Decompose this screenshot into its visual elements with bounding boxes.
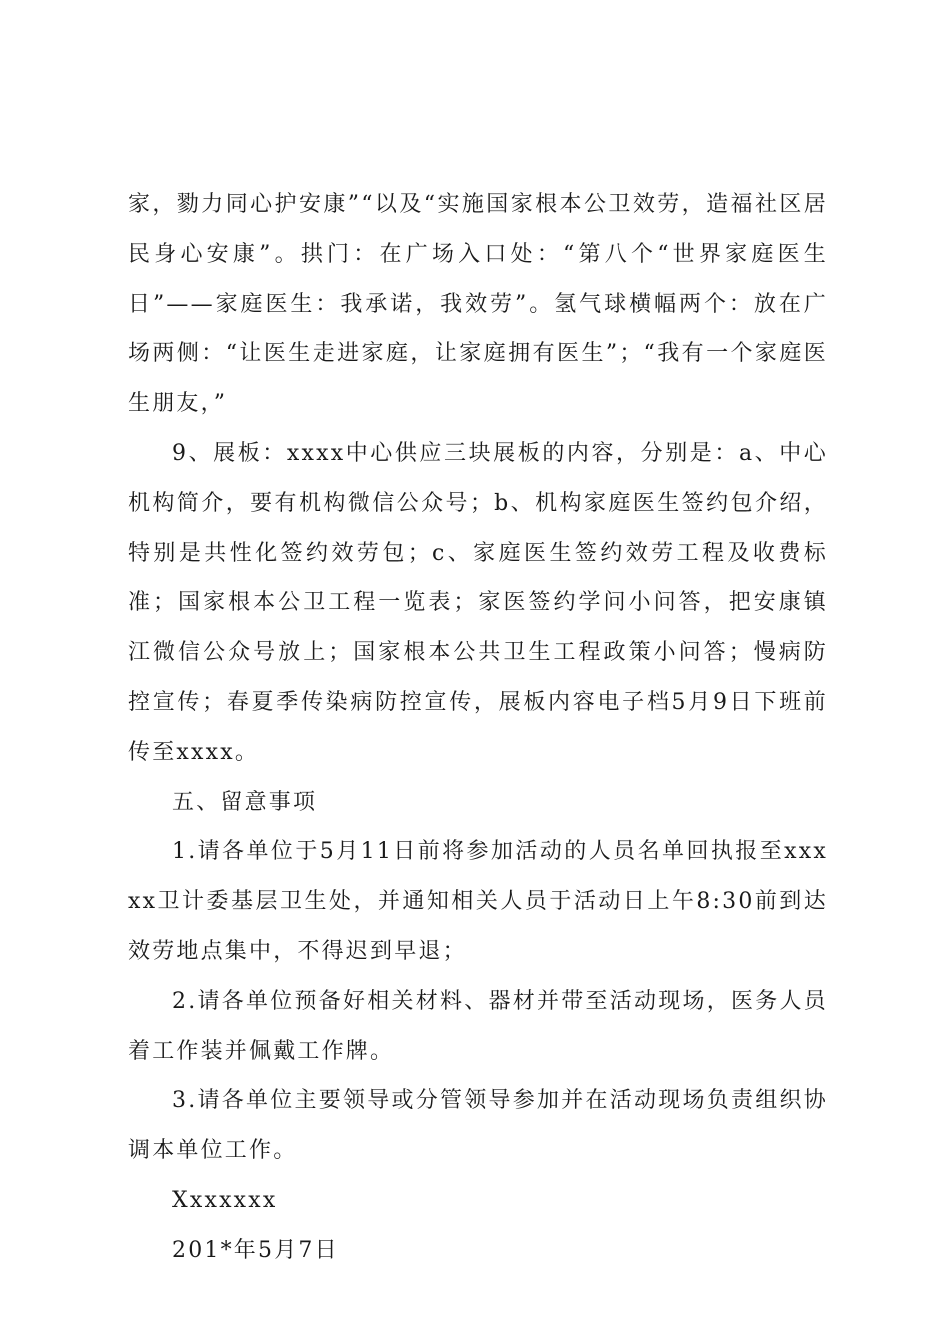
paragraph-slogans-continued: 家，勠力同心护安康”“以及“实施国家根本公卫效劳，造福社区居民身心安康”。拱门：在广场入口处：“第八个“世界家庭医生日”——家庭医生：我承诺，我效劳”。氢气球横幅两个：放在广场两侧：“让医生走进家庭，让家庭拥有医生”；“我有一个家庭医生朋友，” xyxy=(128,192,828,417)
signature-date: 201*年5月7日 xyxy=(172,1237,339,1263)
paragraph-note-2: 2.请各单位预备好相关材料、器材并带至活动现场，医务人员着工作装并佩戴工作牌。 xyxy=(128,988,828,1064)
paragraph-note-3: 3.请各单位主要领导或分管领导参加并在活动现场负责组织协调本单位工作。 xyxy=(128,1088,828,1164)
signature-organization: Xxxxxxx xyxy=(172,1187,278,1213)
paragraph-note-1: 1.请各单位于5月11日前将参加活动的人员名单回执报至xxxxx卫计委基层卫生处，并通知相关人员于活动日上午8:30前到达效劳地点集中，不得迟到早退； xyxy=(128,839,828,964)
paragraph-item-9-display-boards: 9、展板：xxxx中心供应三块展板的内容，分别是：a、中心机构简介，要有机构微信公众号；b、机构家庭医生签约包介绍，特别是共性化签约效劳包；c、家庭医生签约效劳工程及收费标准；国家根本公卫工程一览表；家医签约学问小问答，把安康镇江微信公众号放上；国家根本公共卫生工程政策小问答；慢病防控宣传；春夏季传染病防控宣传，展板内容电子档5月9日下班前传至xxxx。 xyxy=(128,440,828,765)
document-body xyxy=(128,180,828,1276)
section-heading-notes: 五、留意事项 xyxy=(172,789,318,815)
